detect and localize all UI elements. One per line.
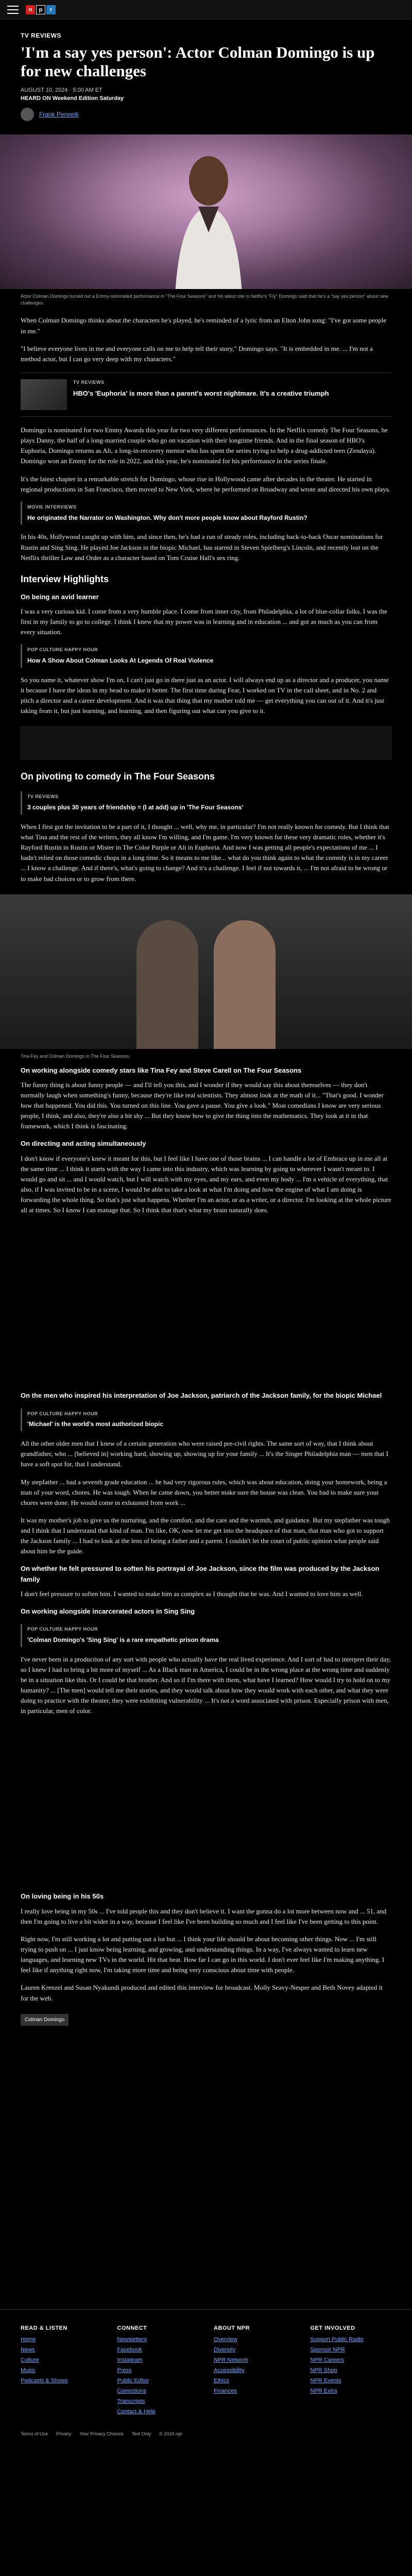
paragraph: So you name it, whatever show I'm on, I can't just go in there just as an actor. I will always end up as a director and a producer, you name it because I have the ideas in my head to make it better. The first time during Fear, I worked on TV in the call sheet, and in No. 2 and pitch a director and a career development. And it was that thing that my mother told me — get everything you can out of it. And it's just taking from it, but just learning, and learning, and then figuring out what can you give to it. — [21, 675, 389, 715]
video-placeholder[interactable] — [0, 1226, 412, 1380]
footer-column-get-involved — [311, 2325, 392, 2419]
logo-letter-p: p — [36, 5, 45, 14]
photo-people — [0, 894, 412, 1049]
video-placeholder[interactable] — [0, 2036, 412, 2294]
footer-link[interactable]: Overview — [214, 2336, 237, 2343]
hero-caption: Actor Colman Domingo turned out a Emmy-nominated performance in "The Four Seasons" and his latest role is Netflix's "Fly" Domingo said that he's a "say yes person" about new challenges. — [21, 294, 388, 306]
inline-related-link[interactable] — [21, 502, 391, 525]
section-heading: Interview Highlights — [21, 573, 109, 584]
footer-legal-link[interactable]: Your Privacy Choices — [79, 2431, 124, 2437]
footer-heading: ABOUT NPR — [214, 2325, 250, 2332]
inline-link-title[interactable]: 3 couples plus 30 years of friendship = (I at add) up in 'The Four Seasons' — [27, 804, 244, 811]
paragraph: In his 40s, Hollywood caught up with him, and since then, he's had a run of steady roles, including back-to-back Oscar nominations for Rustin and Sing Sing. He played Joe Jackson in the biopic Michael, has starred in Steven Spielberg's Lincoln, and recently lost on the Netflix thriller Law and Order as a character based on Tom Cruise Hall's sex ring. — [21, 533, 383, 562]
hero-image — [0, 134, 412, 289]
paragraph: Domingo is nominated for two Emmy Awards this year for two very different performances. In the Netflix comedy The Four Seasons, he plays Danny, the half of a long-married couple who go on vacation with their longtime friends. And in the final season of HBO's Euphoria, Domingo returns as Ali, a long-in-recovery mentor who has spent the series trying to help a drug-addicted teen (Zendaya). Domingo won an Emmy for the role in 2022, and this year, he's nominated for his performance in the series finale. — [21, 426, 388, 465]
footer-link[interactable]: Home — [21, 2336, 36, 2343]
subheading: On being an avid learner — [21, 592, 99, 601]
article-body — [0, 306, 412, 2294]
footer-column-about — [214, 2325, 295, 2419]
logo-letter-n: n — [26, 5, 35, 14]
subheading: On the men who inspired his interpretation of Joe Jackson, patriarch of the Jackson family, for the biopic Michael — [21, 1392, 382, 1400]
footer-link[interactable]: NPR Extra — [310, 2388, 337, 2395]
footer-link[interactable]: Ethics — [214, 2378, 229, 2384]
paragraph: I really love being in my 50s ... I've told people this and they don't believe it. I want the gonna do a lot more between now and ... 51, and then I'm going to live a bit wider in a way, because I feel like I've been building so much and I feel like I've been getting to this point. — [21, 1907, 387, 1925]
inline-link-kicker: MOVIE INTERVIEWS — [27, 504, 77, 510]
footer-legal-link[interactable]: Text Only — [131, 2431, 151, 2437]
inline-photo — [0, 894, 412, 1049]
footer-link[interactable]: Facebook — [117, 2347, 142, 2353]
inline-link-kicker: POP CULTURE HAPPY HOUR — [27, 1411, 98, 1416]
paragraph: My stepfather ... had a seventh grade education ... he had very rigorous rules, which was about education, doing your homework, being a man of your word, chores. He was tough. When he came down, you better make sure the house was clean. You had to make sure your chores were done. He would come in exhausted from work ... — [21, 1478, 387, 1506]
footer-link[interactable]: NPR Careers — [310, 2357, 344, 2364]
footer-link[interactable]: NPR Events — [310, 2378, 341, 2384]
related-story-card[interactable] — [21, 372, 391, 417]
footer-link[interactable]: NPR Network — [214, 2357, 248, 2364]
advertisement-slot[interactable] — [21, 726, 391, 759]
paragraph: It's the latest chapter in a remarkable stretch for Domingo, whose rise in Hollywood came after decades in the theater. He started in regional productions in San Francisco, then moved to New York, where he performed on Broadway and wrote and directed his own plays. — [21, 474, 391, 493]
inline-related-link[interactable] — [21, 1624, 391, 1647]
paragraph: I don't feel pressure to soften him. I wanted to make him as complex as I thought that he was. And I wanted to love him as well. — [21, 1589, 363, 1598]
logo-letter-r: r — [46, 5, 56, 14]
paragraph: It was my mother's job to give us the nurturing, and the comfort, and the care and the warmth, and guidance. But my stepfather was tough and I think that I understand that kind of man. I'm like, OK, now let me get into the headspace of that man, that man who got to support the Jackson family ... I had to look at the lens of being a father and a parent. I couldn't let the court of public opinion what people said about him be the guide. — [21, 1516, 390, 1555]
footer-link[interactable]: Finances — [214, 2388, 237, 2395]
paragraph: All the other older men that I knew of a certain generation who were raised pre-civil rights. The same sort of way, that I think about grandfather, who ... [believed in] working hard, showing up, showing up for your family ... It's the Singer Philadelphia man — men that I have a soft spot for, that I understand. — [21, 1439, 388, 1468]
subheading: On working alongside incarcerated actors in Sing Sing — [21, 1607, 195, 1615]
tag[interactable]: Colman Domingo — [21, 2014, 68, 2026]
paragraph: Right now, I'm still working a lot and putting out a lot but ... I think your life should be about becoming other things. Now ... I'm still trying to push on ... I just know being learning, and growing, and understanding things. In a way, I've always wanted to learn new languages, and learning new TVs in the world. Hit that beat. How far I can go in this world. I don't ever feel like I'm making anything. I feel like if anything right now, I'm taking more time and being very conscious about time with people. — [21, 1935, 385, 1974]
tag-list — [21, 2014, 391, 2026]
npr-logo[interactable] — [26, 5, 56, 14]
inline-related-link[interactable] — [21, 1409, 391, 1432]
footer-heading: READ & LISTEN — [21, 2325, 67, 2332]
footer-heading: CONNECT — [117, 2325, 147, 2332]
footer-column-read-listen — [21, 2325, 102, 2419]
inline-link-kicker: POP CULTURE HAPPY HOUR — [27, 1626, 98, 1632]
inline-link-kicker: POP CULTURE HAPPY HOUR — [27, 647, 98, 653]
inline-link-title[interactable]: How A Show About Colman Looks At Legends Of Real Violence — [27, 657, 214, 665]
author-avatar — [21, 108, 34, 121]
paragraph: I've never been in a production of any sort with people who actually have the real lived experience. And I sort of had to interpret their day, so I knew I had to bring a bit more of myself ... As a Black man in America, I could be in the wrong place at the wrong time and suddenly be in a situation like this. Or I could be that brother. And so if I'm there with them, what have I learned? How would I try to hold on to my humanity? ... [The men] would tell me their stories, and they would talk about how they would work with each other, and what they were doing to practice with the theater, they were exhibiting vulnerability ... It's not a word associated with prison. Especially prison with men, in particular, men of color. — [21, 1655, 391, 1715]
footer-column-connect — [117, 2325, 199, 2419]
copyright: © 2024 npr — [159, 2431, 182, 2437]
portrait-figure — [170, 150, 247, 289]
paragraph: Lauren Krenzel and Susan Nyakundi produced and edited this interview for broadcast. Molly Seavy-Nesper and Beth Novey adapted it for the web. — [21, 1984, 383, 2002]
footer-link[interactable]: Transcripts — [117, 2398, 145, 2405]
footer-link[interactable]: News — [21, 2347, 35, 2353]
paragraph: When Colman Domingo thinks about the characters he's played, he's reminded of a lyric from an Elton John song: "I've got some people in me." — [21, 316, 387, 335]
video-placeholder[interactable] — [0, 1726, 412, 1881]
footer-legal-link[interactable]: Privacy — [56, 2431, 72, 2437]
footer-link[interactable]: Sponsor NPR — [310, 2347, 345, 2353]
inline-link-kicker: TV REVIEWS — [27, 794, 59, 800]
paragraph: "I believe everyone lives in me and everyone calls on me to help tell their story," Domingo says. "It is embedded in me. ... I'm not a method actor, but I can go very deep with my characters." — [21, 344, 373, 363]
inline-related-link[interactable] — [21, 645, 391, 668]
author-link[interactable]: Frank Pennelli — [39, 111, 79, 118]
footer-link[interactable]: Music — [21, 2367, 36, 2374]
footer-legal-links — [21, 2431, 391, 2436]
related-story-thumbnail — [21, 379, 67, 410]
footer-link[interactable]: Press — [117, 2367, 132, 2374]
footer-link[interactable]: Instagram — [117, 2357, 143, 2364]
footer-link[interactable]: Culture — [21, 2357, 39, 2364]
related-story-kicker: TV REVIEWS — [73, 380, 105, 385]
byline — [21, 108, 391, 121]
heard-on-label[interactable]: HEARD ON Weekend Edition Saturday — [21, 95, 124, 102]
site-footer — [0, 2309, 412, 2447]
inline-link-title[interactable]: He originated the Narrator on Washington. Why don't more people know about Rayford Rustin? — [27, 514, 307, 521]
footer-link[interactable]: Podcasts & Shows — [21, 2378, 68, 2384]
paragraph: I don't know if everyone's knew it meant for this, but I feel like I have one of those brains ... I can handle a lot of Embrace up in me all at the same time ... I think it starts with the way I came into this industry, which was learning by going to wherever I wasn't meant to. I would go and sit ... and I would watch, but I will watch with my eyes, and my ears, and even my body ... I'm a vehicle of everything, that also, if I was invited to be in a scene, I would be able to take a look at what I'm doing and how the engine of what I am doing is forwarding the whole thing. So that's just what happens. Whether I'm an actor, or as a writer, or a director. I'm looking at the whole picture all at times. So I know I can manage that. So I think that that's what my brain naturally does. — [21, 1154, 391, 1214]
footer-link[interactable]: Diversity — [214, 2347, 236, 2353]
paragraph: I was a very curious kid. I come from a very humble place. I come from inner city, from Philadelphia, a lot of blue-collar folks. I was the first in my family to go to college. I think I knew that my power was in learning and in education ... and got as much as you can from every situation. — [21, 607, 387, 636]
footer-link[interactable]: Public Editor — [117, 2378, 149, 2384]
article-headline: 'I'm a say yes person': Actor Colman Domingo is up for new challenges — [21, 43, 375, 80]
article-kicker[interactable]: TV REVIEWS — [21, 32, 62, 39]
subheading: On directing and acting simultaneously — [21, 1140, 146, 1148]
footer-link[interactable]: NPR Shop — [310, 2367, 337, 2374]
section-heading: On pivoting to comedy in The Four Seasons — [21, 771, 215, 782]
related-story-title[interactable]: HBO's 'Euphoria' is more than a parent's worst nightmare. It's a creative triumph — [73, 389, 329, 397]
article-date: AUGUST 10, 2024 · 5:00 AM ET — [21, 87, 102, 94]
footer-link[interactable]: Accessibility — [214, 2367, 245, 2374]
paragraph: The funny thing is about funny people — and I'll tell you this, and I wonder if they would say this about themselves — they don't normally laugh when something's funny, because they're like real scientists. They almost look at the math of it... "That's good. I wonder how that happened. You did this. You turned on this line. You gave a pause. You give a look." Most comedians I know are very serious people, I think, and also, they're also a bit shy ... But they know how to give the thing into the mathematics. They look at it in that framework, which I think is fascinating. — [21, 1080, 384, 1130]
inline-link-title[interactable]: 'Colman Domingo's 'Sing Sing' is a rare empathetic prison drama — [27, 1636, 219, 1643]
article-meta — [21, 87, 391, 101]
paragraph: When I first got the invitation to be a part of it, I thought ... well, why me, in particular? I'm not really known for comedy. But I think that what Tina and the rest of the writers, they all know I'm willing, and I'm game. I'm very known for these very dramatic roles, whether it's Rayford Rustin in Rustin or Mister in The Color Purple or Ali in Euphoria. And now I was getting all people's expectations of me ... I hadn't relied on those comedic chops in a long time. So it means to me like... what do you think again to what the comedy is in my career ... I know a challenge. And if there's, what's going to change? And it's a challenge. I feel if not towards it, ... I'm not afraid to be wrong or to make bad choices or to grow from there. — [21, 822, 389, 883]
photo-person — [214, 920, 276, 1049]
subheading: On whether he felt pressured to soften his portrayal of Joe Jackson, since the film was produced by the Jackson family — [21, 1565, 380, 1583]
article-header — [0, 20, 412, 121]
article — [0, 20, 412, 2447]
footer-link[interactable]: Newsletters — [117, 2336, 147, 2343]
footer-link[interactable]: Corrections — [117, 2388, 146, 2395]
inline-link-title[interactable]: 'Michael' is the world's most authorized biopic — [27, 1420, 163, 1428]
hamburger-menu-icon[interactable] — [7, 6, 19, 14]
footer-legal-link[interactable]: Terms of Use — [21, 2431, 48, 2437]
subheading: On working alongside comedy stars like Tina Fey and Steve Carell on The Four Seasons — [21, 1066, 302, 1074]
footer-link[interactable]: Support Public Radio — [310, 2336, 364, 2343]
inline-related-link[interactable] — [21, 791, 391, 815]
footer-link[interactable]: Contact & Help — [117, 2409, 156, 2415]
footer-heading: GET INVOLVED — [310, 2325, 355, 2332]
photo-caption: Tina Fey and Colman Domingo in The Four Seasons. — [21, 1053, 130, 1059]
top-navigation-bar — [0, 0, 412, 20]
subheading: On loving being in his 50s — [21, 1892, 104, 1901]
photo-person — [136, 920, 198, 1049]
